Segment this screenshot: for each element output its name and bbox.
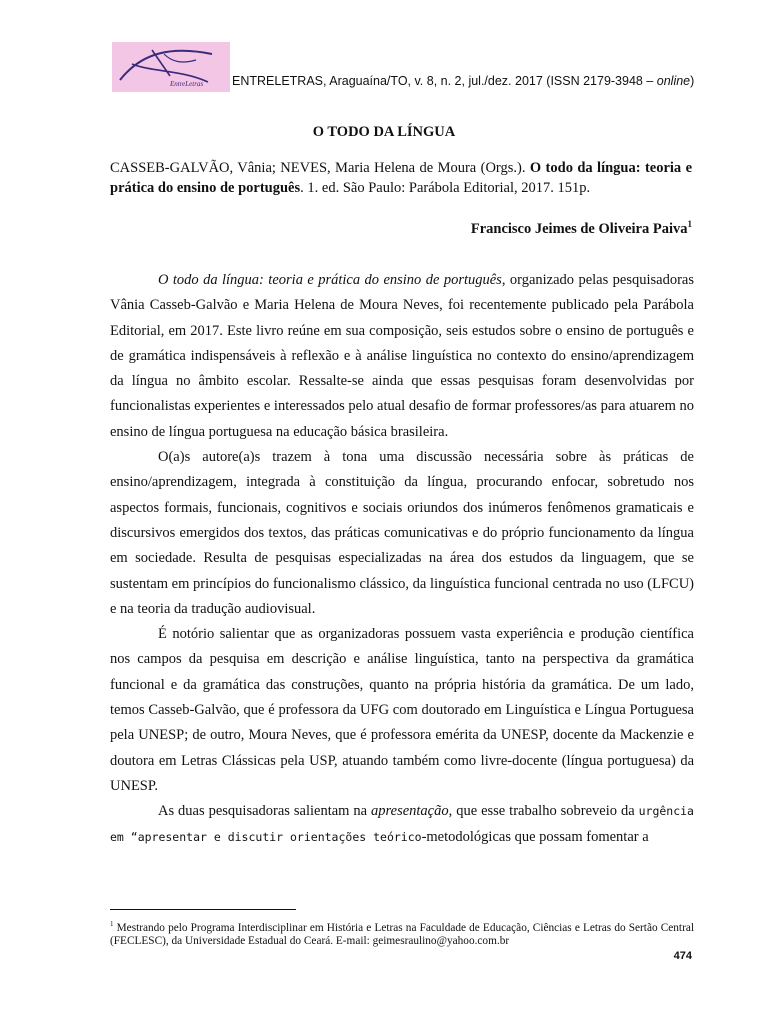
- footnote-divider: [110, 909, 296, 910]
- footnote: $^1$ Mestrando pelo Programa Interdisciplinar em História e Letras na Faculdade de Educação, Ciências e Letras do Sertão Central (FECLESC), da Universidade Estadual do Ceará. E-mail: geimesraulino@yahoo.com.br: [110, 920, 694, 947]
- journal-header: [112, 40, 695, 96]
- journal-citation: ENTRELETRAS, Araguaína/TO, v. 8, n. 2, jul./dez. 2017 (ISSN 2179-3948 – online): [232, 74, 695, 88]
- paragraph-2: O(a)s autore(a)s trazem à tona uma discussão necessária sobre às práticas de ensino/aprendizagem, integrada à constituição da língua, procurando enfocar, sobretudo nos aspectos formais, funcionais, cognitivos e sociais oriundos dos inúmeros fenômenos gramaticais e discursivos emergidos dos textos, das práticas comunicativas e do próprio funcionamento da língua em sociedade. Resulta de pesquisas especializadas na área dos estudos da linguagem, que se sustentam em princípios do funcionalismo clássico, da linguística funcional centrada no uso (LFCU) e na teoria da tradução audiovisual.: [110, 449, 694, 617]
- review-title: O TODO DA LÍNGUA: [312, 124, 456, 140]
- author-name: Francisco Jeimes de Oliveira Paiva$^1$: [470, 219, 692, 237]
- logo-text: EntreLetras: [170, 80, 204, 88]
- paragraph-4: As duas pesquisadoras salientam na apresentação, que esse trabalho sobreveio da urgência em “apresentar e discutir orientações teórico-metodológicas que possam fomentar a: [110, 803, 694, 845]
- journal-logo: [112, 42, 230, 92]
- page-number: 474: [673, 950, 692, 962]
- footnote-mark: 1: [687, 219, 692, 229]
- review-body: [110, 268, 694, 850]
- book-reference: CASSEB-GALVÃO, Vânia; NEVES, Maria Helena de Moura (Orgs.). O todo da língua: teoria e prática do ensino de português. 1. ed. São Paulo: Parábola Editorial, 2017. 151p.: [110, 160, 692, 196]
- paragraph-1: O todo da língua: teoria e prática do ensino de português, organizado pelas pesquisadoras Vânia Casseb-Galvão e Maria Helena de Moura Neves, foi recentemente publicado pela Parábola Editorial, em 2017. Este livro reúne em sua composição, seis estudos sobre o ensino de português e de gramática indispensáveis à reflexão e à análise linguística no contexto do ensino/aprendizagem da língua no âmbito escolar. Ressalte-se ainda que essas pesquisas foram desenvolvidas por funcionalistas experientes e interessados pelo atual desafio de formar professores/as para atuarem no ensino de língua portuguesa na educação básica brasileira.: [110, 272, 694, 440]
- book-title: O todo da língua: teoria e prática do ensino de português: [110, 160, 692, 196]
- paragraph-3: É notório salientar que as organizadoras possuem vasta experiência e produção científica nos campos da pesquisa em descrição e análise linguística, tanto na perspectiva da gramática funcional e da gramática das construções, quanto na própria história da gramática. De um lado, temos Casseb-Galvão, que é professora da UFG com doutorado em Linguística e Língua Portuguesa pela UNESP; de outro, Moura Neves, que é professora emérita da UNESP, docente da Mackenzie e doutora em Letras Clássicas pela USP, atuando também como livre-docente (língua portuguesa) da UNESP.: [110, 626, 694, 794]
